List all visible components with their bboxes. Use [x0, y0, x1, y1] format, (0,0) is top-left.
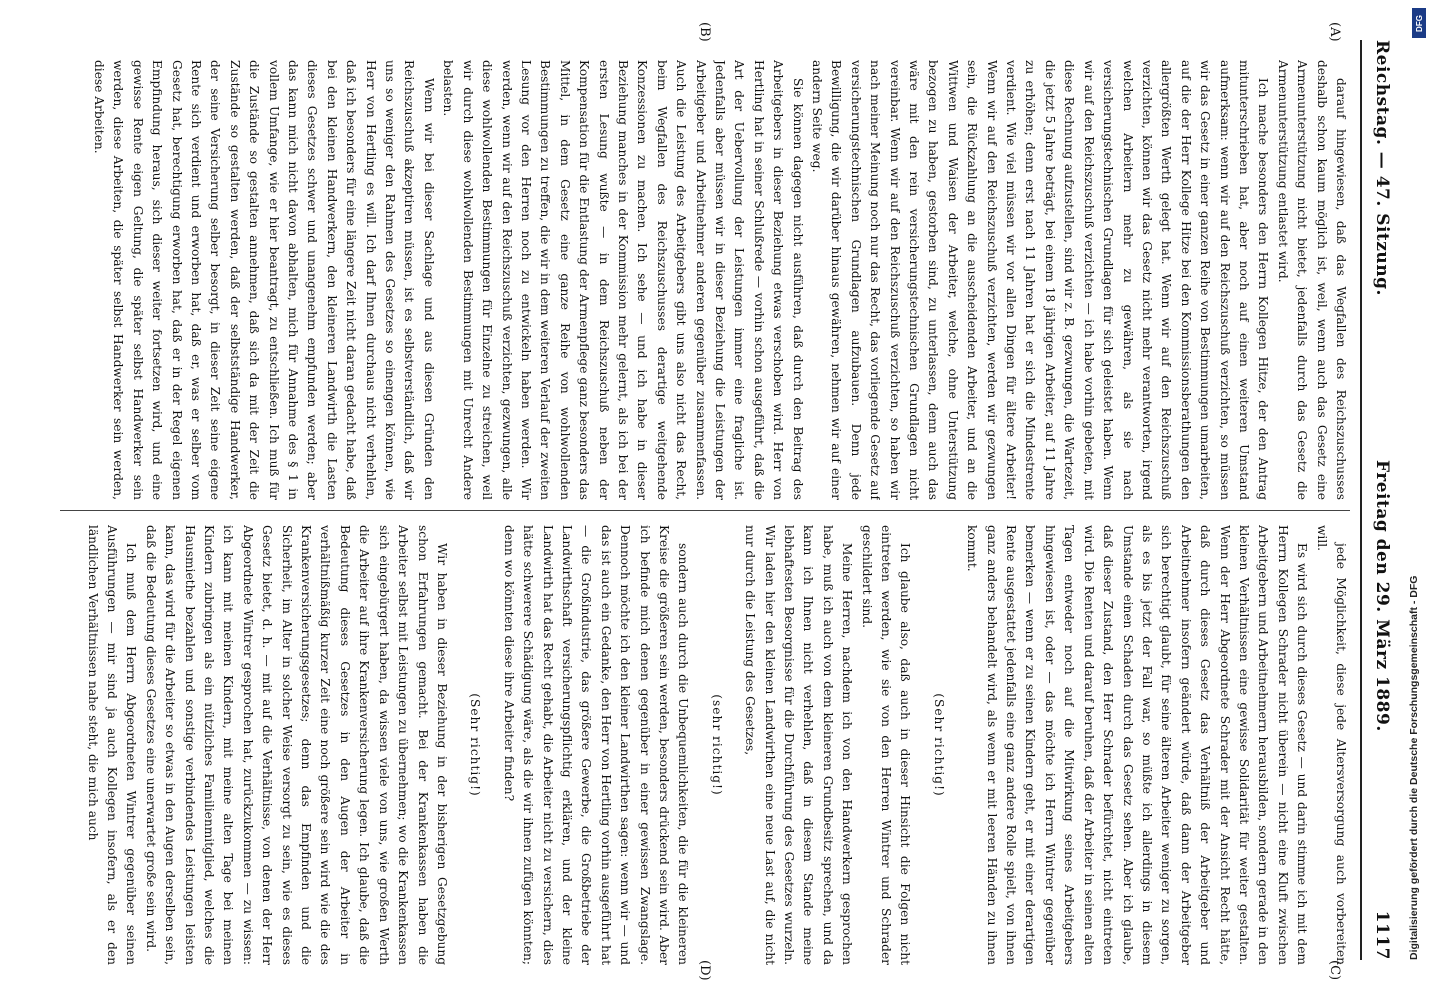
paragraph: darauf hingewiesen, daß das Wegfallen des Reichszuschusses deshalb schon kaum möglich ist, weil, wenn auch das Gesetz eine Armenunterstützung nicht bietet, jedenfalls durch das Gesetz die Armenunterstützung entlastet wird.: [1275, 60, 1348, 500]
interjection: (Sehr richtig!): [931, 693, 946, 797]
left-column: [50, 60, 1350, 500]
paragraph: Wenn wir bei dieser Sachlage und aus diesen Gründen den Reichszuschuß akzeptiren müssen, ist es selbstverständlich, daß wir uns so weniger den Rahmen des Gesetzes so einengen können, wie Herr von Hertling es will. Ich darf Ihnen durchaus nicht verhehlen, daß ich besonders für eine längere Zeit nicht daran gedacht habe, daß bei den kleinen Handwerkern, den kleineren Landwirth die Lasten dieses Gesetzes schwer und unangenehm empfunden werden; aber das kann mich nicht davon abhalten, mich für Annahme des § 1 in vollem Umfange, wie er hier beantragt, zu entschließen. Ich muß für die Zustände so gestalten annehmen, daß sich da mit der Zeit die Zustände so gestalten werden, daß der selbstständige Handwerker, der seine Versicherung selber besorgt, in dieser Zeit seine eigene Rente sich verdient und erworben hat, daß er, was er selber vom Gesetz hat, berechtigung erworben hat, daß er in der Regel eigenen Empfindung heraus, sich dieser weiter fortsetzen wird, und eine gewisse Rente eigen Geltung, die später selbst Handwerker sein werden, diese Arbeiten, die später selbst Handwerker sein werden, diese Arbeiten.: [92, 60, 436, 500]
margin-mark-d: (D): [697, 960, 712, 981]
header-rule: [1360, 40, 1362, 960]
header-session: Reichstag. — 47. Sitzung.: [1372, 40, 1392, 296]
paragraph: Meine Herren, nachdem ich von den Handwerkern gesprochen habe, muß ich auch von dem kleineren Grundbesitz sprechen, und da kann ich Ihnen nicht verhehlen, daß in diesem Stande meine lebhaftesten Besorgnisse für die Durchführung des Gesetzes wurzeln. Wir laden hier den kleinen Landwirthen eine neue Last auf, die nicht nur durch die Leistung des Gesetzes,: [743, 525, 855, 965]
digitization-caption: [1408, 40, 1428, 960]
paragraph: sondern auch durch die Unbequemlichkeiten, die für die kleineren Kreise die größeren sein werden, besonders drückend sein wird. Aber ich befinde mich denen gegenüber in einer gewissen Zwangslage. Dennoch möchte ich den kleiner Landwirthen sagen: wenn wir — und das ist auch ein Gedanke, den Herr von Hertling vorhin ausgeführt hat — die Großindustrie, das größere Gewerbe, die Großbetriebe der Landwirthschaft versicherungspflichtig erklären, und der kleine Landwirth hat das Recht gehabt, die Arbeiter nicht zu versichern, dies hätte schwerere Schädigung wäre, als die wir ihnen zufügen könnten; denn wo könnten diese ihre Arbeiter finden?: [501, 525, 691, 965]
paragraph: Ich mache besonders den Herrn Kollegen Hitze, der den Antrag mitunterschrieben hat, aber noch auf einen weiteren Umstand aufmerksam: wenn wir auf den Reichszuschuß verzichten, so müssen wir das Gesetz in einer ganzen Reihe von Bestimmungen umarbeiten, auf die der Herr Kollege Hitze bei den Kommissionsberathungen den allergrößten Werth gelegt hat. Wenn wir auf den Reichszuschuß verzichten, können wir das Gesetz nicht mehr verantworten, irgend welchen Arbeitern mehr zu gewähren, als sie nach versicherungstechnischen Grundlagen für sich geleistet haben. Wenn wir auf den Reichszuschuß verzichten — ich habe vorhin gebeten, mit diese Rechnung aufzustellen, sind wir z. B. gezwungen, die Wartezeit, die jetzt 5 Jahre beträgt, bei einem 18 jährigen Arbeiter, auf 11 Jahre zu erhöhen; denn erst nach 11 Jahren hat er sich die Mindestrente verdient. Wie viel müssen wir vor allen Dingen für ältere Arbeiter! Wenn wir auf den Reichszuschuß verzichten, werden wir gezwungen sein, die Rückzahlung an die ausscheidenden Arbeiter, und an die Wittwen und Waisen der Arbeiter, welche, ohne Unterstützung bezogen zu haben, gestorben sind, zu unterlassen, denn auch das wäre mit den rein versicherungstechnischen Grundlagen nicht vereinbar. Wenn wir auf den Reichszuschuß verzichten, so haben wir nach meiner Meinung noch nur das Recht, das vorliegende Gesetz auf versicherungstechnischen Grundlagen aufzubauen. Denn jede Bewilligung, die wir darüber hinaus gewähren, nehmen wir auf einer andern Seite weg.: [810, 60, 1271, 500]
paragraph: Wir haben in dieser Beziehung in der bisherigen Gesetzgebung schon Erfahrungen gemacht. Bei der Krankenkassen haben die Arbeiter selbst mit Leistungen zu übernehmen; wo die Krankenkassen sich eingebürgert haben, da wissen viele von uns, wie großen Werth die Arbeiter auf ihre Krankenversicherung legen. Ich glaube, daß die Bedeutung dieses Gesetzes in den Augen der Arbeiter in verhältnißmäßig kurzer Zeit eine noch größere sein wird wie die des Krankenversicherungsgesetzes; denn das Empfinden und die Sicherheit, im Alter in solcher Weise versorgt zu sein, wie es dieses Gesetz bietet, d. h. — mit auf die Verhältnisse, von denen der Herr Abgeordnete Wintrer gesprochen hat, zurückzukommen — zu wissen: ich kann mit meinen Kindern, mit meine alten Tage bei meinen Kindern zubringen als ein nützliches Familienmitglied, welches die Hausmiethe bezahlen und sonstige verbindendes Leistungen leisten kann, das wird für die Arbeiter so etwas in den Augen derselben sein, daß die Bedeutung dieses Gesetzes eine unerwartet große sein wird.: [143, 525, 449, 965]
paragraph: Ich glaube also, daß auch in dieser Hinsicht die Folgen nicht eintreten werden, wie sie von den Herren Wintrer und Schrader geschildert sind.: [859, 525, 913, 965]
interjection: (sehr richtig!): [709, 694, 724, 796]
right-column: [50, 525, 1350, 965]
margin-mark-b: (B): [697, 22, 712, 42]
column-divider: [60, 510, 1350, 511]
header-date: Freitag den 29. März 1889.: [1372, 460, 1392, 732]
interjection: (Sehr richtig!): [468, 693, 483, 797]
digitization-caption-text: Digitalisierung gefördert durch die Deutsche Forschungsgemeinschaft - DFG: [1408, 575, 1420, 960]
margin-mark-a: (A): [1327, 22, 1342, 42]
paragraph: Es wird sich durch dieses Gesetz — und darin stimme ich mit dem Herrn Kollegen Schrader nicht überein — nicht eine Kluft zwischen Arbeitgebern und Arbeitnehmern herausbilden, sondern gerade in den kleinen Verhältnissen eine gewisse Solidarität für weiter gestalten. Wenn der Herr Abgeordnete Schrader mit der Ansicht Recht hätte, daß durch dieses Gesetz das Verhältniß der Arbeitgeber und Arbeitnehmer insofern geändert würde, daß dann der Arbeitgeber sich berechtigt glaubt, für seine älteren Arbeiter weniger zu sorgen, als es bis jetzt der Fall war, so müßte ich allerdings in diesem Umstande einen Schaden durch das Gesetz sehen. Aber ich glaube, daß dieser Zustand, den Herr Schrader befürchtet, nicht eintreten wird. Die Renten und darauf beruhen, daß der Arbeiter in seinen alten Tagen entweder noch auf die Mitwirkung seines Arbeitgebers hingewiesen ist, oder — das möchte ich Herrn Wintrer gegenüber bemerken — wenn er zu seinen Kindern geht, er mit einer derartigen Rente ausgestattet jedenfalls eine ganz andere Rolle spielt, von ihnen ganz anders behandelt wird, als wenn er mit leeren Händen zu ihnen kommt.: [965, 525, 1310, 965]
margin-mark-c: (C): [1327, 960, 1342, 981]
dfg-logo: [1412, 8, 1426, 38]
paragraph: jede Möglichkeit, diese jede Altersversorgung auch vorbereiten will.: [1314, 525, 1348, 965]
paragraph: Sie können dagegen nicht ausführen, daß durch den Beitrag des Arbeitgebers in dieser Beziehung etwas verschoben wird. Herr von Hertling hat in seiner Schlußrede — vorhin schon ausgeführt, daß die Art der Uebervollung der Leistungen immer eine fragliche ist. Jedenfalls aber müssen wir in dieser Beziehung die Leistungen der Arbeitgeber und Arbeitnehmer anderen gegenüber zusammenfassen. Auch die Leistung des Arbeitgebers gibt uns also nicht das Recht, beim Wegfallen des Reichszuschusses derartige weitgehende Konzessionen zu machen. Ich sehe — und ich habe in dieser Beziehung manches in der Kommission mehr gelernt, als ich bei der ersten Lesung wußte — in dem Reichszuschuß neben der Kompensation für die Entlastung der Armenpflege ganz besonders das Mittel, in dem Gesetz eine ganze Reihe von wohlwollenden Bestimmungen zu treffen, die wir in dem weiteren Verlauf der zweiten Lesung vor den Herren noch zu entwickeln haben werden. Wir werden, wenn wir auf den Reichszuschuß verzichten, gezwungen, alle diese wohlwollenden Bestimmungen für Einzelne zu streichen, weil wir durch diese wohlwollenden Bestimmungen mit Unrecht Andere belasten.: [441, 60, 805, 500]
paragraph: Ich muß dem Herrn Abgeordneten Wintrer gegenüber seinen Ausführungen — mir sind ja auch Kollegen insofern, als er den ländlichen Verhältnissen nahe steht, die mich auch: [85, 525, 139, 965]
dfg-logo-text: DFG: [1414, 14, 1424, 32]
page-number: 1117: [1372, 910, 1392, 960]
running-header: [1362, 40, 1392, 960]
